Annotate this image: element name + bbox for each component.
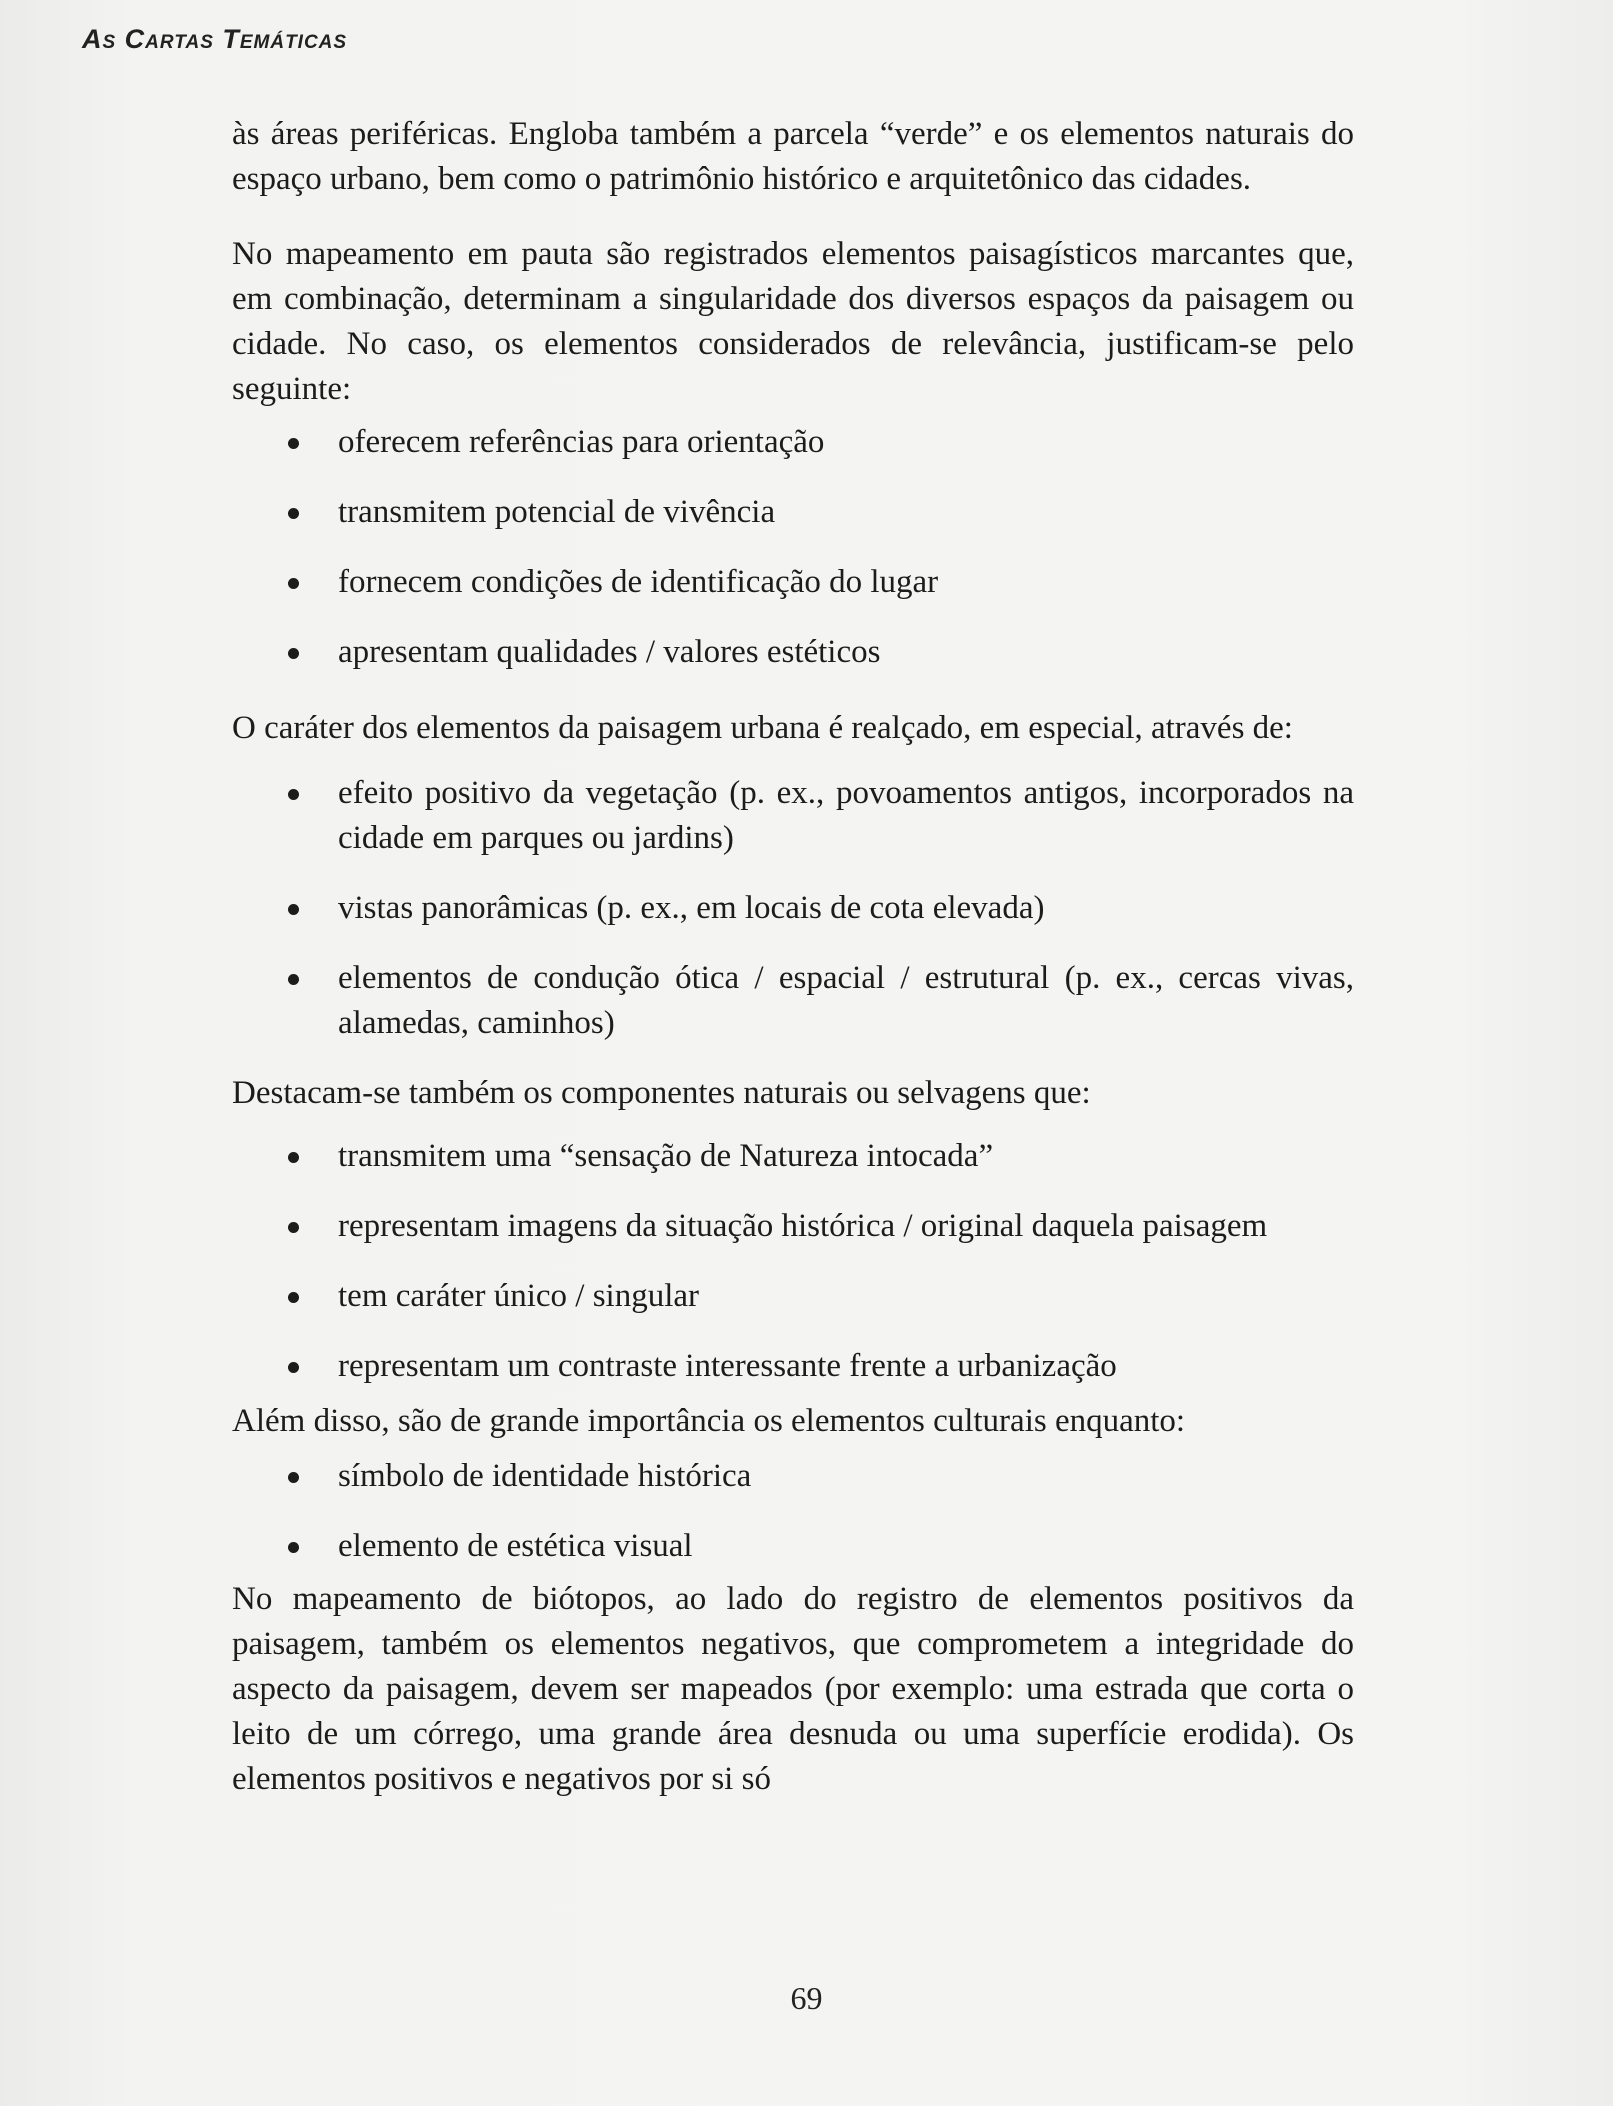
list-item: oferecem referências para orientação bbox=[232, 420, 1354, 465]
bullet-icon bbox=[288, 648, 299, 659]
page-body bbox=[232, 112, 1354, 1802]
running-head-text: As Cartas Temáticas bbox=[82, 24, 348, 54]
list-item: elementos de condução ótica / espacial / estrutural (p. ex., cercas vivas, alamedas, caminhos) bbox=[232, 956, 1354, 1046]
paragraph-6: No mapeamento de biótopos, ao lado do registro de elementos positivos da paisagem, também os elementos negativos, que comprometem a integridade do aspecto da paisagem, devem ser mapeados (por exemplo: uma estrada que corta o leito de um córrego, uma grande área desnuda ou uma superfície erodida). Os elementos positivos e negativos por si só bbox=[232, 1581, 1354, 1797]
bullet-icon bbox=[288, 974, 299, 985]
list-item: tem caráter único / singular bbox=[232, 1274, 1354, 1319]
bullet-icon bbox=[288, 438, 299, 449]
paragraph-5: Além disso, são de grande importância os elementos culturais enquanto: bbox=[232, 1403, 1186, 1439]
bullet-icon bbox=[288, 904, 299, 915]
list-cultural-elements bbox=[232, 1454, 1354, 1569]
bullet-icon bbox=[288, 1472, 299, 1483]
list-item: representam um contraste interessante frente a urbanização bbox=[232, 1344, 1354, 1389]
list-item: efeito positivo da vegetação (p. ex., povoamentos antigos, incorporados na cidade em parques ou jardins) bbox=[232, 771, 1354, 861]
paragraph-1: às áreas periféricas. Engloba também a parcela “verde” e os elementos naturais do espaço urbano, bem como o patrimônio histórico e arquitetônico das cidades. bbox=[232, 116, 1354, 197]
paragraph-2: No mapeamento em pauta são registrados elementos paisagísticos marcantes que, em combinação, determinam a singularidade dos diversos espaços da paisagem ou cidade. No caso, os elementos considerados de relevância, justificam-se pelo seguinte: bbox=[232, 236, 1354, 407]
list-item: transmitem potencial de vivência bbox=[232, 490, 1354, 535]
list-item: vistas panorâmicas (p. ex., em locais de cota elevada) bbox=[232, 886, 1354, 931]
bullet-icon bbox=[288, 508, 299, 519]
list-item: transmitem uma “sensação de Natureza intocada” bbox=[232, 1134, 1354, 1179]
bullet-icon bbox=[288, 789, 299, 800]
page-number: 69 bbox=[790, 1980, 823, 2016]
bullet-icon bbox=[288, 1292, 299, 1303]
running-head bbox=[82, 24, 347, 55]
bullet-icon bbox=[288, 578, 299, 589]
list-reasons bbox=[232, 420, 1354, 675]
list-item: fornecem condições de identificação do lugar bbox=[232, 560, 1354, 605]
list-item: símbolo de identidade histórica bbox=[232, 1454, 1354, 1499]
bullet-icon bbox=[288, 1222, 299, 1233]
bullet-icon bbox=[288, 1152, 299, 1163]
list-character bbox=[232, 771, 1354, 1046]
bullet-icon bbox=[288, 1542, 299, 1553]
list-natural-components bbox=[232, 1134, 1354, 1389]
list-item: elemento de estética visual bbox=[232, 1524, 1354, 1569]
list-item: representam imagens da situação histórica / original daquela paisagem bbox=[232, 1204, 1354, 1249]
paragraph-3: O caráter dos elementos da paisagem urbana é realçado, em especial, através de: bbox=[232, 710, 1293, 746]
paragraph-4: Destacam-se também os componentes naturais ou selvagens que: bbox=[232, 1075, 1091, 1111]
list-item: apresentam qualidades / valores estéticos bbox=[232, 630, 1354, 675]
bullet-icon bbox=[288, 1362, 299, 1373]
